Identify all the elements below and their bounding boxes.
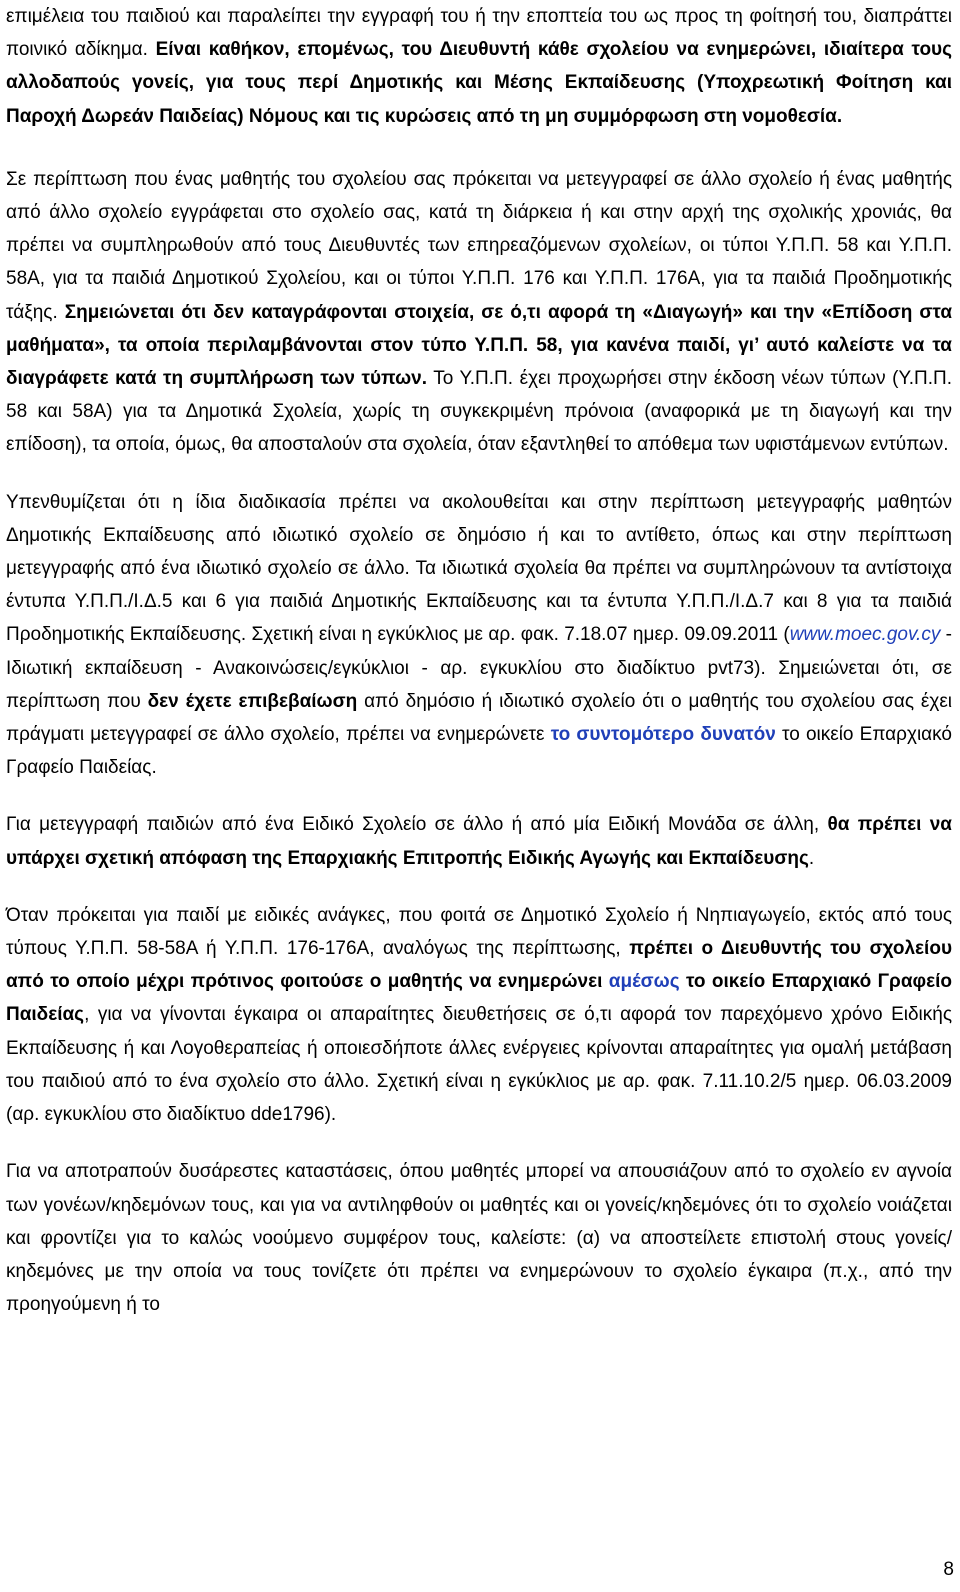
paragraph-text: Για να αποτραπούν δυσάρεστες καταστάσεις, όπου μαθητές μπορεί να απουσιάζουν από το σχολείο εν αγνοία των γονέων/κηδεμόνων τους, και για να αντιληφθούν οι μαθητές και οι γονείς/κηδεμόνες ότι το σχολείο νοιάζεται και φροντίζει για το καλώς νοούμενο συμφέρον τους, καλείστε: (α) να αποστείλετε επιστολή στους γονείς/κηδεμόνες με την οποία να τους τονίζετε ότι πρέπει να ενημερώνουν το σχολείο έγκαιρα (π.χ., από την προηγούμενη ή το xyxy=(6,1161,952,1316)
paragraph-text: το οικείο Επαρχιακό Γραφείο Παιδείας. xyxy=(6,724,952,779)
paragraph-absences xyxy=(6,1155,952,1321)
paragraph-text: Σε περίπτωση που ένας μαθητής του σχολείου σας πρόκειται να μετεγγραφεί σε άλλο σχολείο ή ένας μαθητής από άλλο σχολείο εγγράφεται στο σχολείο σας, κατά τη διάρκεια ή και στην αρχή της σχολικής χρονιάς, θα πρέπει να συμπληρωθούν από τους Διευθυντές των επηρεαζόμενων σχολείων, οι τύποι Υ.Π.Π. 58 και Υ.Π.Π. 58Α, για τα παιδιά Δημοτικού Σχολείου, και οι τύποι Υ.Π.Π. 176 και Υ.Π.Π. 176Α, για τα παιδιά Προδημοτικής τάξης. xyxy=(6,168,952,323)
paragraph-text: Το Υ.Π.Π. έχει προχωρήσει στην έκδοση νέων τύπων (Υ.Π.Π. 58 και 58Α) για τα Δημοτικά Σχολεία, χωρίς τη συγκεκριμένη πρόνοια (αναφορικά με τη διαγωγή και την επίδοση), τα οποία, όμως, θα αποσταλούν στα σχολεία, όταν εξαντληθεί το απόθεμα των υφιστάμενων εντύπων. xyxy=(6,368,953,456)
bold-text: θα πρέπει να υπάρχει σχετική απόφαση της Επαρχιακής Επιτροπής Ειδικής Αγωγής και Εκπαίδευσης xyxy=(6,814,952,869)
paragraph-special-needs xyxy=(6,899,952,1131)
paragraph-text: επιμέλεια του παιδιού και παραλείπει την εγγραφή του ή την εποπτεία του ως προς τη φοίτησή του, διαπράττει ποινικό αδίκημα. xyxy=(6,6,952,61)
website-link[interactable]: www.moec.gov.cy xyxy=(789,624,941,646)
document-body xyxy=(6,0,952,1321)
paragraph-legal-obligation xyxy=(6,0,952,133)
paragraph-text: Όταν πρόκειται για παιδί με ειδικές ανάγκες, που φοιτά σε Δημοτικό Σχολείο ή Νηπιαγωγείο, εκτός από τους τύπους Υ.Π.Π. 58-58Α ή Υ.Π.Π. 176-176Α, αναλόγως της περίπτωσης, xyxy=(6,904,952,960)
paragraph-text: , για να γίνονται έγκαιρα οι απαραίτητες διευθετήσεις σε ό,τι αφορά τον παρεχόμενο χρόνο Ειδικής Εκπαίδευσης ή και Λογοθεραπείας ή οποιεσδήποτε άλλες ενέργειες κρίνονται απαραίτητες για ομαλή μετάβαση του παιδιού από το ένα σχολείο στο άλλο. Σχετική είναι η εγκύκλιος με αρ. φακ. 7.11.10.2/5 ημερ. 06.03.2009 (αρ. εγκυκλίου στο διαδίκτυο dde1796). xyxy=(6,1004,952,1126)
paragraph-transfer-forms xyxy=(6,163,952,462)
emphasis-text: αμέσως xyxy=(608,971,680,993)
bold-text: πρέπει ο Διευθυντής του σχολείου από το οποίο μέχρι πρότινος φοιτούσε ο μαθητής να ενημερώνει xyxy=(6,938,952,993)
bold-text: Σημειώνεται ότι δεν καταγράφονται στοιχεία, σε ό,τι αφορά τη «Διαγωγή» και την «Επίδοση στα μαθήματα», τα οποία περιλαμβάνονται στον τύπο Υ.Π.Π. 58, για κανένα παιδί, γι’ αυτό καλείστε να τα διαγράφετε κατά τη συμπλήρωση των τύπων. xyxy=(6,301,952,390)
paragraph-private-schools xyxy=(6,486,952,785)
bold-text: το οικείο Επαρχιακό Γραφείο Παιδείας xyxy=(6,971,952,1026)
emphasis-text: το συντομότερο δυνατόν xyxy=(550,724,776,746)
bold-text: δεν έχετε επιβεβαίωση xyxy=(147,690,358,712)
paragraph-text: Υπενθυμίζεται ότι η ίδια διαδικασία πρέπει να ακολουθείται και στην περίπτωση μετεγγραφής μαθητών Δημοτικής Εκπαίδευσης από ιδιωτικό σχολείο σε δημόσιο ή και το αντίθετο, όπως και στην περίπτωση μετεγγραφής από ένα ιδιωτικό σχολείο σε άλλο. Τα ιδιωτικά σχολεία θα πρέπει να συμπληρώνουν τα αντίστοιχα έντυπα Υ.Π.Π./Ι.Δ.5 και 6 για παιδιά Δημοτικής Εκπαίδευσης και τα έντυπα Υ.Π.Π./Ι.Δ.7 και 8 για τα παιδιά Προδημοτικής Εκπαίδευσης. Σχετική είναι η εγκύκλιος με αρ. φακ. 7.18.07 ημερ. 09.09.2011 ( xyxy=(6,491,952,646)
bold-text: Είναι καθήκον, επομένως, του Διευθυντή κάθε σχολείου να ενημερώνει, ιδιαίτερα τους αλλοδαπούς γονείς, για τους περί Δημοτικής και Μέσης Εκπαίδευσης (Υποχρεωτική Φοίτηση και Παροχή Δωρεάν Παιδείας) Νόμους και τις κυρώσεις από τη μη συμμόρφωση στη νομοθεσία. xyxy=(6,39,952,127)
paragraph-text: . xyxy=(808,847,815,869)
page-number: 8 xyxy=(943,1559,954,1580)
paragraph-special-schools xyxy=(6,808,952,874)
paragraph-text: από δημόσιο ή ιδιωτικό σχολείο ότι ο μαθητής του σχολείου σας έχει πράγματι μετεγγραφεί σε άλλο σχολείο, πρέπει να ενημερώνετε xyxy=(6,690,953,746)
paragraph-text: Για μετεγγραφή παιδιών από ένα Ειδικό Σχολείο σε άλλο ή από μία Ειδική Μονάδα σε άλλη, xyxy=(6,814,828,836)
paragraph-text: - Ιδιωτική εκπαίδευση - Ανακοινώσεις/εγκύκλιοι - αρ. εγκυκλίου στο διαδίκτυο pvt73). Σημειώνεται ότι, σε περίπτωση που xyxy=(6,624,952,712)
